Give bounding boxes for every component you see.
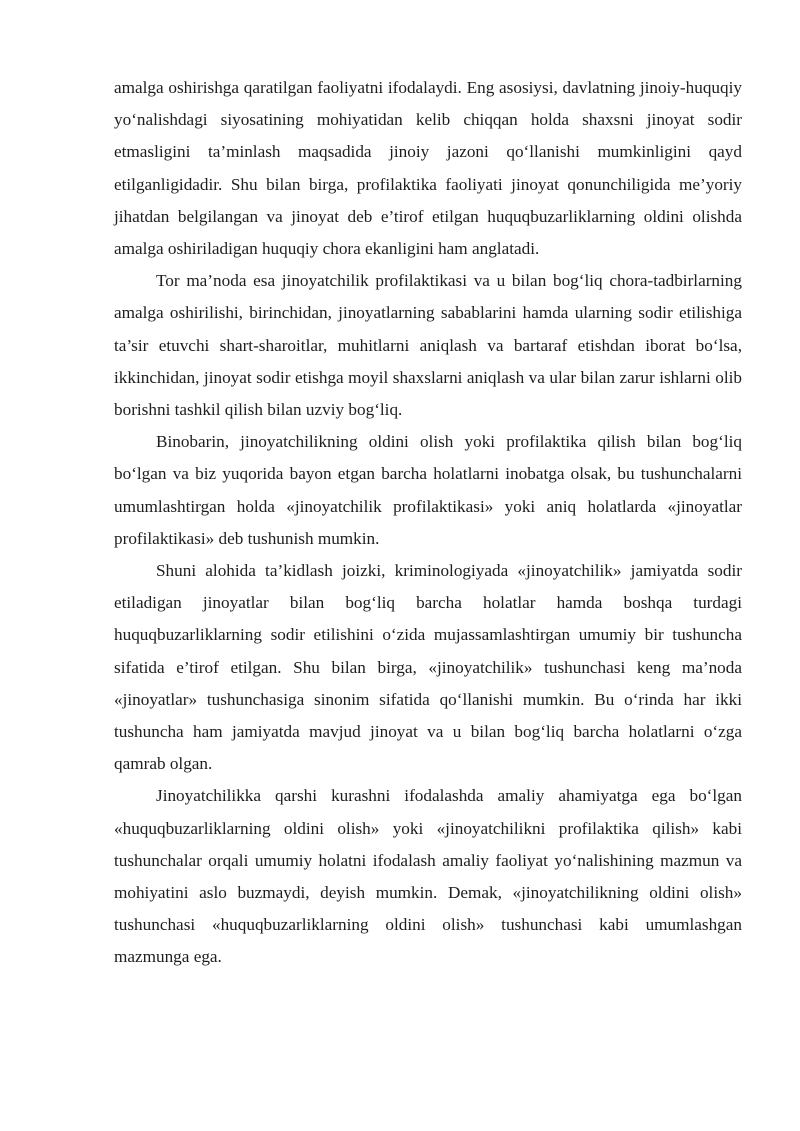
document-page	[114, 72, 742, 974]
paragraph-continuation: amalga oshirishga qaratilgan faoliyatni ifodalaydi. Eng asosiysi, davlatning jinoiy-huquqiy yo‘nalishdagi siyosatining mohiyatidan kelib chiqqan holda shaxsni jinoyat sodir etmasligini ta’minlash maqsadida jinoiy jazoni qo‘llanishi mumkinligini qayd etilganligidadir. Shu bilan birga, profilaktika faoliyati jinoyat qonunchiligida me’yoriy jihatdan belgilangan va jinoyat deb e’tirof etilgan huquqbuzarliklarning oldini olishda amalga oshiriladigan huquqiy chora ekanligini ham anglatadi.	[114, 78, 742, 259]
paragraph-prevention-concept: Binobarin, jinoyatchilikning oldini olish yoki profilaktika qilish bilan bog‘liq bo‘lgan va biz yuqorida bayon etgan barcha holatlarni inobatga olsak, bu tushunchalarni umumlashtirgan holda «jinoyatchilik profilaktikasi» yoki aniq holatlarda «jinoyatlar profilaktikasi» deb tushunish mumkin.	[114, 432, 742, 548]
paragraph-narrow-meaning: Tor ma’noda esa jinoyatchilik profilaktikasi va u bilan bog‘liq chora-tadbirlarning amalga oshirilishi, birinchidan, jinoyatlarning sabablarini hamda ularning sodir etilishiga ta’sir etuvchi shart-sharoitlar, muhitlarni aniqlash va bartaraf etishdan iborat bo‘lsa, ikkinchidan, jinoyat sodir etishga moyil shaxslarni aniqlash va ular bilan zarur ishlarni olib borishni tashkil qilish bilan uzviy bog‘liq.	[114, 271, 742, 420]
paragraph-criminology-note: Shuni alohida ta’kidlash joizki, kriminologiyada «jinoyatchilik» jamiyatda sodir etiladigan jinoyatlar bilan bog‘liq barcha holatlar hamda boshqa turdagi huquqbuzarliklarning sodir etilishini o‘zida mujassamlashtirgan umumiy bir tushuncha sifatida e’tirof etilgan. Shu bilan birga, «jinoyatchilik» tushunchasi keng ma’noda «jinoyatlar» tushunchasiga sinonim sifatida qo‘llanishi mumkin. Bu o‘rinda har ikki tushuncha ham jamiyatda mavjud jinoyat va u bilan bog‘liq barcha holatlarni o‘zga qamrab olgan.	[114, 561, 742, 774]
paragraph-conclusion: Jinoyatchilikka qarshi kurashni ifodalashda amaliy ahamiyatga ega bo‘lgan «huquqbuzarliklarning oldini olish» yoki «jinoyatchilikni profilaktika qilish» kabi tushunchalar orqali umumiy holatni ifodalash amaliy faoliyat yo‘nalishining mazmun va mohiyatini aslo buzmaydi, deyish mumkin. Demak, «jinoyatchilikning oldini olish» tushunchasi «huquqbuzarliklarning oldini olish» tushunchasi kabi umumlashgan mazmunga ega.	[114, 786, 742, 967]
